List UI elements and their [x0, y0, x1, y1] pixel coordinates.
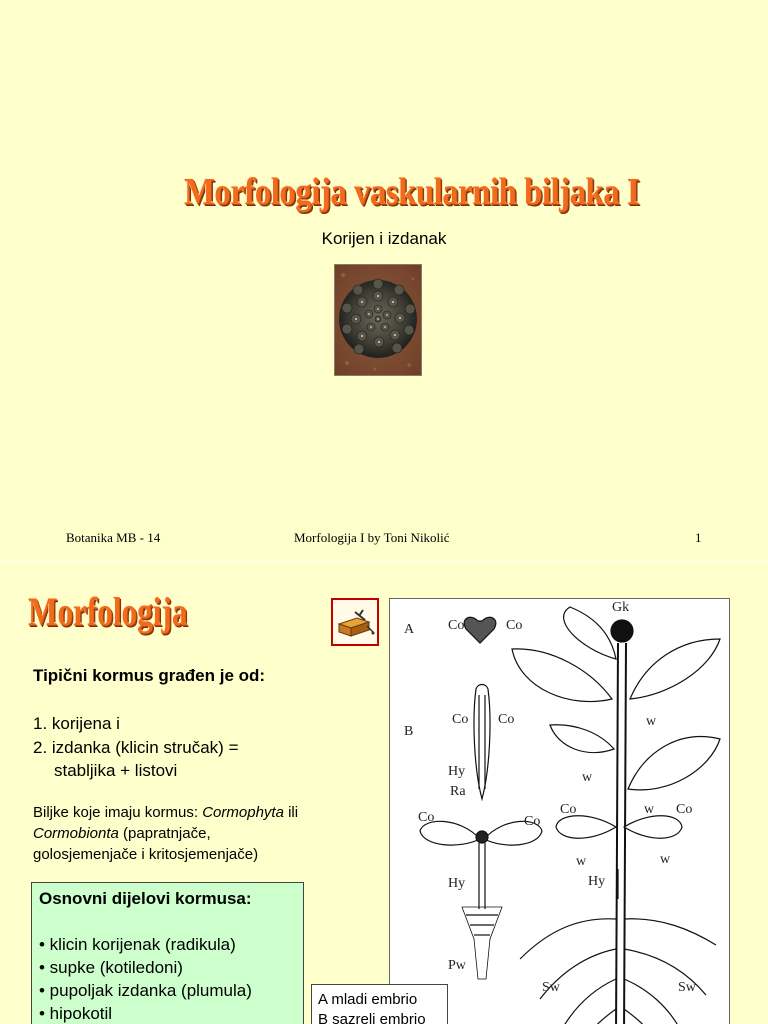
list-item: • hipokotil	[39, 1004, 113, 1023]
paragraph-text: (papratnjače,	[118, 825, 211, 842]
diagram-label-w: w	[582, 770, 593, 785]
diagram-label-co: Co	[524, 814, 541, 829]
caption-line: B sazreli embrio	[318, 1011, 426, 1024]
diagram-label-hy: Hy	[448, 764, 466, 779]
toolbox-icon	[333, 600, 377, 644]
action-button[interactable]	[331, 598, 379, 646]
diagram-label-w: w	[646, 714, 657, 729]
paragraph-term: Cormobionta	[33, 825, 119, 842]
diagram-label-pw: Pw	[448, 958, 466, 973]
list-item: 2. izdanka (klicin stručak) =	[33, 738, 239, 757]
diagram-label-co: Co	[560, 802, 577, 817]
diagram-label-w: w	[576, 854, 587, 869]
section-heading: Tipični kormus građen je od:	[33, 666, 266, 685]
list-item: • klicin korijenak (radikula)	[39, 935, 236, 954]
paragraph-text: Biljke koje imaju kormus:	[33, 804, 203, 821]
box-title: Osnovni dijelovi kormusa:	[39, 889, 252, 908]
slide-subtitle: Korijen i izdanak	[321, 229, 447, 248]
diagram-label-hy: Hy	[448, 876, 466, 891]
content-slide	[0, 562, 768, 1024]
caption-line: A mladi embrio	[318, 991, 418, 1008]
diagram-label-co: Co	[452, 712, 469, 727]
diagram-label-ra: Ra	[450, 784, 466, 799]
diagram-label-sw: Sw	[678, 980, 696, 995]
diagram-label-a: A	[404, 622, 415, 637]
plant-embryo-diagram	[389, 598, 730, 1024]
footer-page-number: 1	[695, 530, 702, 545]
cactus-photo	[334, 264, 422, 376]
diagram-label-co: Co	[676, 802, 693, 817]
diagram-caption	[311, 984, 448, 1024]
diagram-label-co: Co	[448, 618, 465, 633]
slide-title: Morfologija	[28, 589, 188, 634]
parts-box	[31, 882, 304, 1024]
list-item-continuation: stabljika + listovi	[54, 761, 178, 780]
diagram-label-w: w	[660, 852, 671, 867]
diagram-label-gk: Gk	[612, 600, 630, 615]
diagram-label-sw: Sw	[542, 980, 560, 995]
diagram-label-co: Co	[418, 810, 435, 825]
list-item: • pupoljak izdanka (plumula)	[39, 981, 252, 1000]
diagram-label-co: Co	[498, 712, 515, 727]
paragraph-line	[33, 804, 298, 821]
paragraph-text: ili	[283, 804, 299, 821]
diagram-label-co: Co	[506, 618, 523, 633]
footer-author: Morfologija I by Toni Nikolić	[294, 530, 450, 545]
list-item: • supke (kotiledoni)	[39, 958, 183, 977]
diagram-label-hy: Hy	[588, 874, 606, 889]
list-item: 1. korijena i	[33, 714, 120, 733]
paragraph-term: Cormophyta	[202, 804, 284, 821]
diagram-label-w: w	[644, 802, 655, 817]
footer-course: Botanika MB - 14	[66, 530, 161, 545]
diagram-label-b: B	[404, 724, 414, 739]
paragraph-line	[33, 825, 211, 842]
slide-title: Morfologija vaskularnih biljaka I	[184, 171, 640, 213]
paragraph-line: golosjemenjače i kritosjemenjače)	[33, 846, 259, 863]
